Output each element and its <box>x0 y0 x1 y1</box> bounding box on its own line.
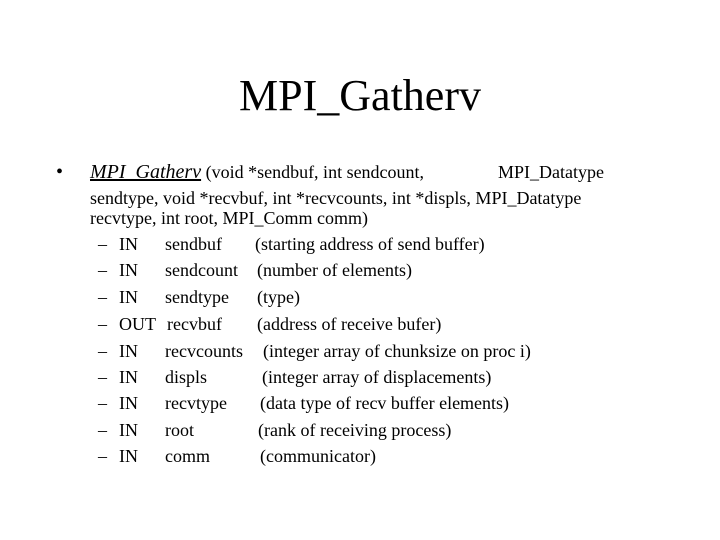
param-dash: – <box>98 260 107 280</box>
param-name: sendbuf <box>165 234 222 254</box>
param-description: (integer array of chunksize on proc i) <box>263 341 531 361</box>
param-direction: OUT <box>119 314 156 334</box>
param-direction: IN <box>119 234 138 254</box>
param-name: recvcounts <box>165 341 243 361</box>
param-direction: IN <box>119 341 138 361</box>
param-direction: IN <box>119 287 138 307</box>
param-name: displs <box>165 367 208 387</box>
param-name: sendcount <box>165 260 238 280</box>
param-name: recvtype <box>165 393 227 413</box>
param-dash: – <box>98 367 107 387</box>
param-description: (type) <box>257 287 300 307</box>
signature-args-1b: MPI_Datatype <box>498 162 604 182</box>
param-direction: IN <box>119 260 138 280</box>
param-description: (address of receive bufer) <box>257 314 442 334</box>
slide-title: MPI_Gatherv <box>239 71 481 120</box>
param-direction: IN <box>119 367 138 387</box>
bullet-marker: • <box>56 161 64 183</box>
param-name: recvbuf <box>167 314 222 334</box>
param-dash: – <box>98 234 107 254</box>
param-dash: – <box>98 341 107 361</box>
param-dash: – <box>98 314 107 334</box>
param-direction: IN <box>119 420 138 440</box>
function-signature-line-3: recvtype, int root, MPI_Comm comm) <box>90 208 368 228</box>
param-name: sendtype <box>165 287 229 307</box>
param-description: (number of elements) <box>257 260 412 280</box>
param-description: (integer array of displacements) <box>262 367 492 387</box>
signature-args-1: (void *sendbuf, int sendcount, <box>201 162 425 182</box>
param-description: (data type of recv buffer elements) <box>260 393 510 413</box>
param-dash: – <box>98 446 107 466</box>
param-dash: – <box>98 287 107 307</box>
param-direction: IN <box>119 446 138 466</box>
param-direction: IN <box>119 393 138 413</box>
param-name: root <box>165 420 194 440</box>
param-description: (communicator) <box>260 446 376 466</box>
function-name: MPI_Gatherv <box>90 161 202 183</box>
param-description: (starting address of send buffer) <box>255 234 485 254</box>
function-signature-line-2: sendtype, void *recvbuf, int *recvcounts, int *displs, MPI_Datatype <box>90 188 582 208</box>
param-name: comm <box>165 446 210 466</box>
param-dash: – <box>98 393 107 413</box>
function-signature-line-1 <box>90 159 424 185</box>
param-dash: – <box>98 420 107 440</box>
param-description: (rank of receiving process) <box>258 420 452 440</box>
